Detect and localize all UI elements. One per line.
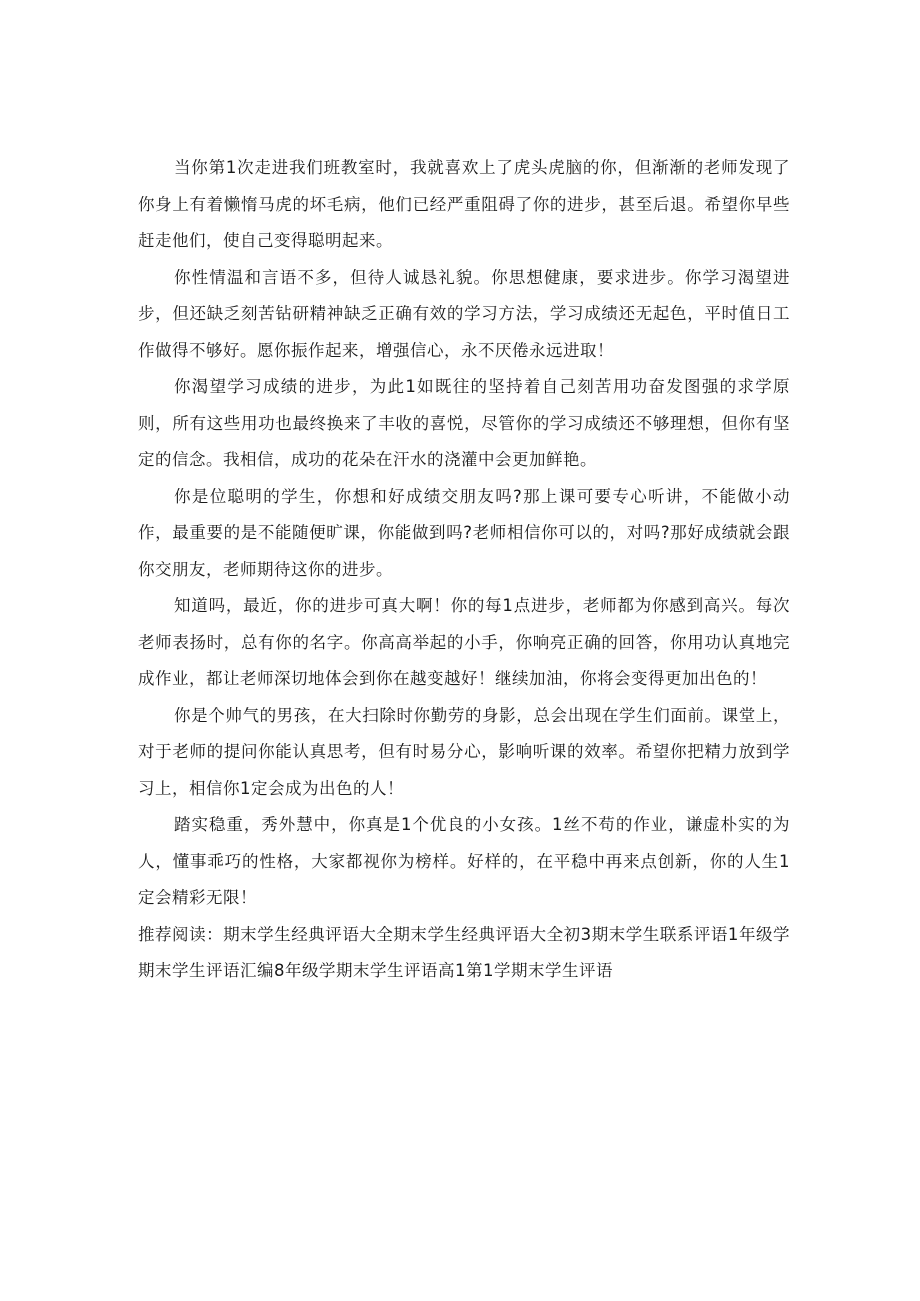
recommended-reading: 推荐阅读：期末学生经典评语大全期末学生经典评语大全初3期末学生联系评语1年级学期末学生评语汇编8年级学期末学生评语高1第1学期末学生评语 bbox=[138, 924, 790, 980]
comment-paragraph-4: 你是位聪明的学生，你想和好成绩交朋友吗?那上课可要专心听讲，不能做小动作，最重要的是不能随便旷课，你能做到吗?老师相信你可以的，对吗?那好成绩就会跟你交朋友，老师期待这你的进步。 bbox=[138, 486, 790, 579]
comment-paragraph-3: 你渴望学习成绩的进步，为此1如既往的坚持着自己刻苦用功奋发图强的求学原则，所有这些用功也最终换来了丰收的喜悦，尽管你的学习成绩还不够理想，但你有坚定的信念。我相信，成功的花朵在汗水的浇灌中会更加鲜艳。 bbox=[138, 377, 790, 469]
document-body bbox=[138, 150, 790, 990]
comment-paragraph-1: 当你第1次走进我们班教室时，我就喜欢上了虎头虎脑的你，但渐渐的老师发现了你身上有着懒惰马虎的坏毛病，他们已经严重阻碍了你的进步，甚至后退。希望你早些赶走他们，使自己变得聪明起来。 bbox=[138, 158, 790, 250]
comment-paragraph-7: 踏实稳重，秀外慧中，你真是1个优良的小女孩。1丝不苟的作业，谦虚朴实的为人，懂事乖巧的性格，大家都视你为榜样。好样的，在平稳中再来点创新，你的人生1定会精彩无限！ bbox=[138, 815, 790, 907]
comment-paragraph-5: 知道吗，最近，你的进步可真大啊！你的每1点进步，老师都为你感到高兴。每次老师表扬时，总有你的名字。你高高举起的小手，你响亮正确的回答，你用功认真地完成作业，都让老师深切地体会到你在越变越好！继续加油，你将会变得更加出色的！ bbox=[138, 596, 790, 688]
comment-paragraph-2: 你性情温和言语不多，但待人诚恳礼貌。你思想健康，要求进步。你学习渴望进步，但还缺乏刻苦钻研精神缺乏正确有效的学习方法，学习成绩还无起色，平时值日工作做得不够好。愿你振作起来，增强信心，永不厌倦永远进取！ bbox=[138, 267, 790, 360]
comment-paragraph-6: 你是个帅气的男孩，在大扫除时你勤劳的身影，总会出现在学生们面前。课堂上，对于老师的提问你能认真思考，但有时易分心，影响听课的效率。希望你把精力放到学习上，相信你1定会成为出色的人！ bbox=[138, 705, 790, 798]
